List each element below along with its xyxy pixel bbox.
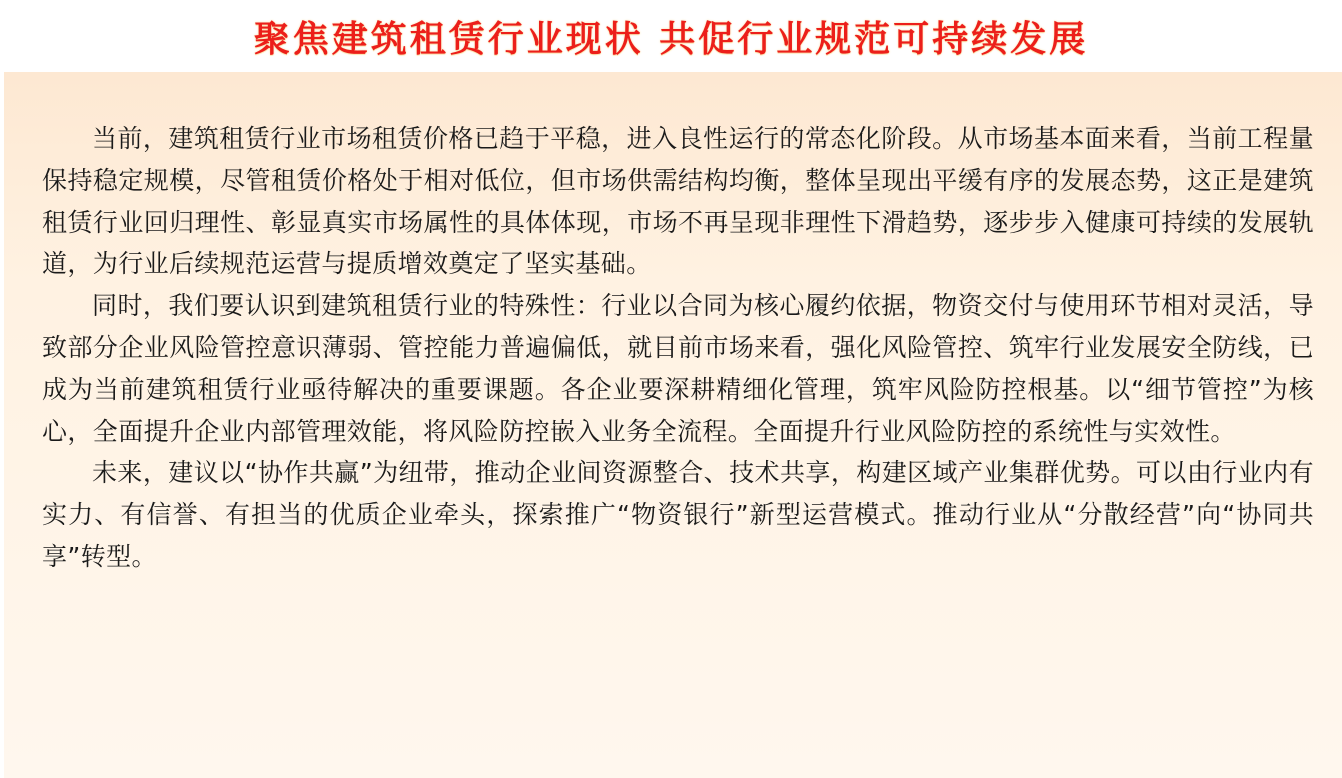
- paragraph-list: [42, 118, 1314, 578]
- page-title: 聚焦建筑租赁行业现状 共促行业规范可持续发展: [253, 18, 1089, 60]
- paragraph-future-cooperation: 未来，建议以“协作共赢”为纽带，推动企业间资源整合、技术共享，构建区域产业集群优势。可以由行业内有实力、有信誉、有担当的优质企业牵头，探索推广“物资银行”新型运营模式。推动行业从“分散经营”向“协同共享”转型。: [42, 458, 1314, 571]
- paragraph-risk-control: 同时，我们要认识到建筑租赁行业的特殊性：行业以合同为核心履约依据，物资交付与使用环节相对灵活，导致部分企业风险管控意识薄弱、管控能力普遍偏低，就目前市场来看，强化风险管控、筑牢行业发展安全防线，已成为当前建筑租赁行业亟待解决的重要课题。各企业要深耕精细化管理，筑牢风险防控根基。以“细节管控”为核心，全面提升企业内部管理效能，将风险防控嵌入业务全流程。全面提升行业风险防控的系统性与实效性。: [42, 291, 1314, 446]
- title-banner: [0, 0, 1342, 72]
- article-body: [4, 72, 1342, 778]
- paragraph-market-status: 当前，建筑租赁行业市场租赁价格已趋于平稳，进入良性运行的常态化阶段。从市场基本面来看，当前工程量保持稳定规模，尽管租赁价格处于相对低位，但市场供需结构均衡，整体呈现出平缓有序的发展态势，这正是建筑租赁行业回归理性、彰显真实市场属性的具体体现，市场不再呈现非理性下滑趋势，逐步步入健康可持续的发展轨道，为行业后续规范运营与提质增效奠定了坚实基础。: [42, 124, 1314, 279]
